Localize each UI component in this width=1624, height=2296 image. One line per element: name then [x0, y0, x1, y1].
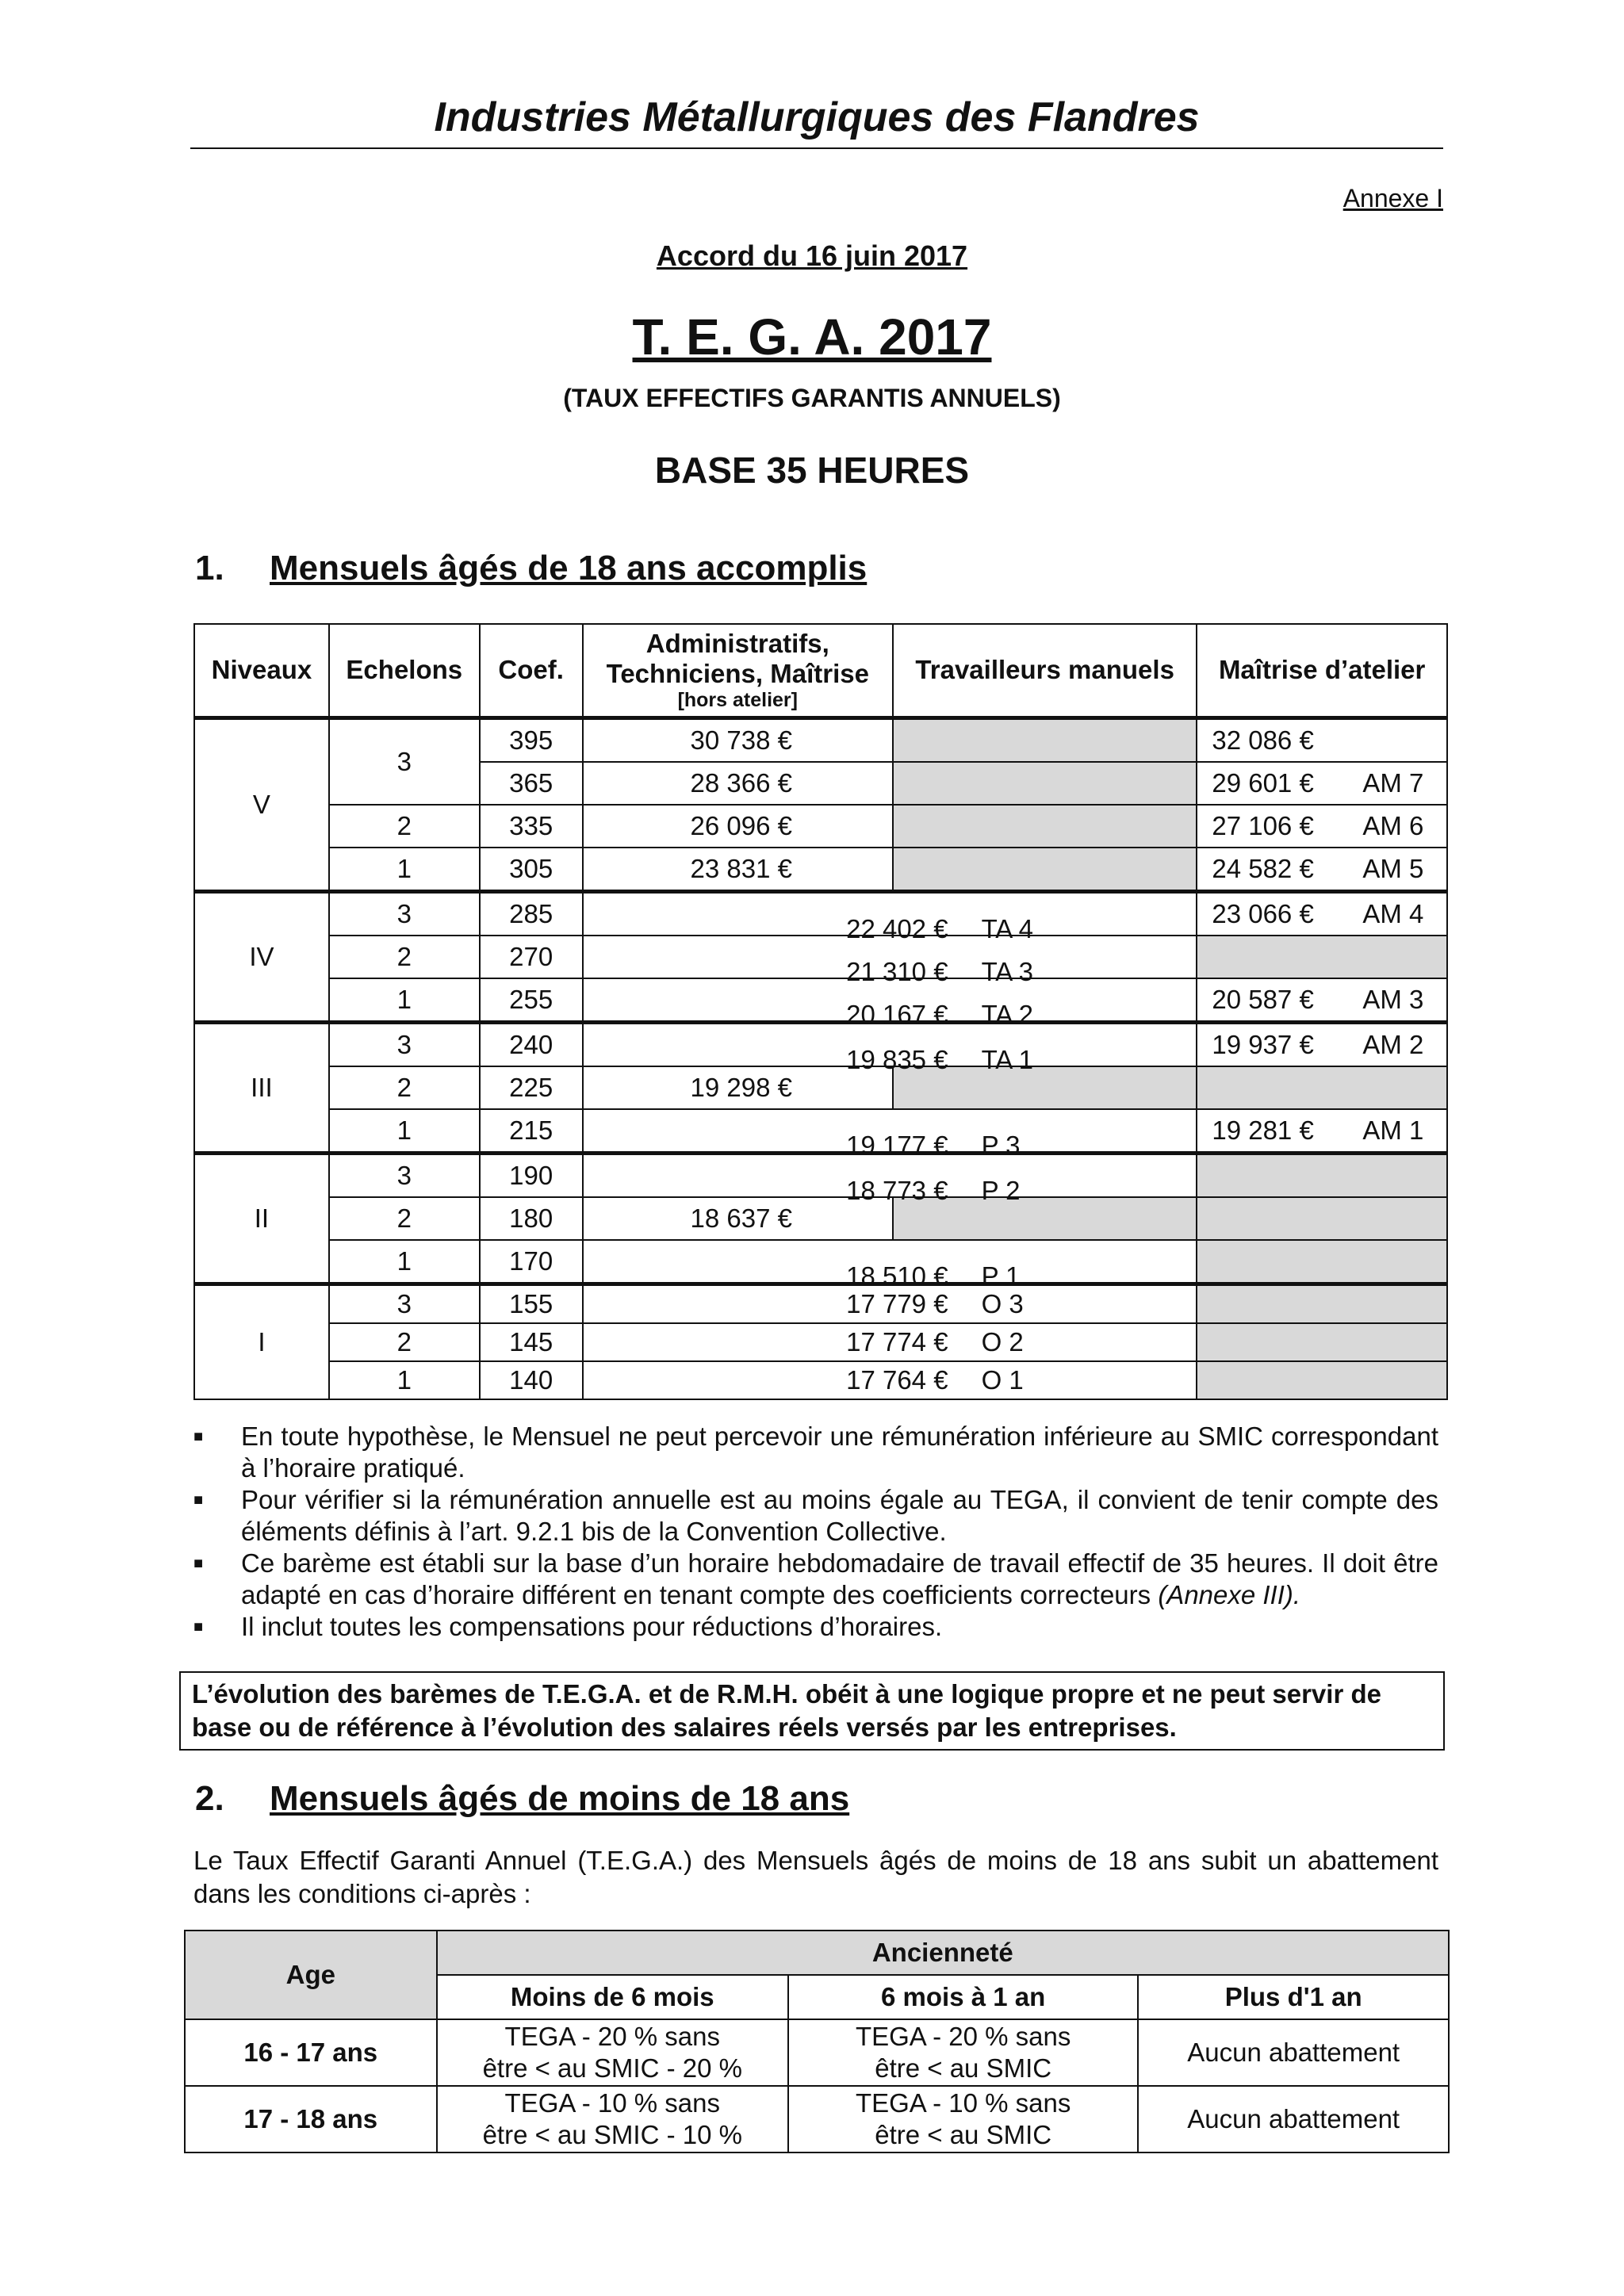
maitrise-code: AM 7: [1362, 767, 1424, 798]
echelon-cell: 3: [329, 891, 480, 936]
shared-code: TA 1: [981, 1044, 1033, 1074]
admin-value: 19 298 €: [583, 1066, 893, 1109]
empty-shaded-cell: [893, 762, 1197, 805]
table-row: [194, 1153, 1447, 1197]
coef-cell: 215: [480, 1109, 583, 1154]
maitrise-value: 19 937 €: [1212, 1029, 1314, 1059]
shared-value: 17 774 €: [846, 1326, 948, 1357]
table-row: [194, 1240, 1447, 1284]
maitrise-cell: [1197, 762, 1447, 805]
shared-value: 20 167 €: [846, 999, 948, 1029]
age-cell: 17 - 18 ans: [185, 2086, 437, 2152]
maitrise-code: AM 3: [1362, 984, 1424, 1014]
table-row: [194, 891, 1447, 936]
shared-code: P 3: [981, 1130, 1021, 1160]
table-row: [194, 1361, 1447, 1399]
table-header-row: [194, 624, 1447, 718]
maitrise-cell: [1197, 891, 1447, 936]
col-niveaux: Niveaux: [194, 624, 329, 718]
maitrise-code: AM 4: [1362, 898, 1424, 928]
maitrise-value: 24 582 €: [1212, 853, 1314, 883]
section1-title: Mensuels âgés de 18 ans accomplis: [270, 549, 868, 587]
maitrise-value: 20 587 €: [1212, 984, 1314, 1014]
echelon-cell: 1: [329, 1109, 480, 1154]
shared-value: 18 773 €: [846, 1175, 948, 1205]
cell-line: être < au SMIC - 20 %: [482, 2053, 742, 2083]
coef-cell: 170: [480, 1240, 583, 1284]
maitrise-cell: [1197, 1022, 1447, 1066]
maitrise-cell: [1197, 718, 1447, 762]
shared-code: O 2: [981, 1326, 1024, 1357]
abattement-table: [184, 1930, 1450, 2153]
shared-code: P 1: [981, 1261, 1021, 1291]
header-rule: [190, 147, 1443, 149]
shared-value: 17 764 €: [846, 1364, 948, 1395]
echelon-cell: 2: [329, 1066, 480, 1109]
cell-line: TEGA - 20 % sans: [855, 2022, 1071, 2051]
echelon-cell: 3: [329, 718, 480, 805]
cell-line: être < au SMIC: [875, 2053, 1052, 2083]
coef-cell: 285: [480, 891, 583, 936]
shared-code: TA 2: [981, 999, 1033, 1029]
coef-cell: 140: [480, 1361, 583, 1399]
table-cell: [788, 2086, 1138, 2152]
col-6-mois-1-an: 6 mois à 1 an: [788, 1975, 1138, 2019]
section1-heading: [195, 549, 867, 588]
empty-shaded-cell: [1197, 1240, 1447, 1284]
maitrise-cell: [1197, 1109, 1447, 1154]
shared-value-cell: [583, 1284, 1197, 1323]
maitrise-cell: [1197, 848, 1447, 892]
maitrise-code: AM 1: [1362, 1115, 1424, 1145]
coef-cell: 190: [480, 1153, 583, 1197]
list-item: [193, 1611, 1438, 1643]
maitrise-value: 32 086 €: [1212, 725, 1314, 755]
table-row: [194, 1323, 1447, 1361]
echelon-cell: 3: [329, 1022, 480, 1066]
shared-value-cell: [583, 1109, 1197, 1160]
empty-shaded-cell: [1197, 1153, 1447, 1197]
col-maitrise-atelier: Maîtrise d’atelier: [1197, 624, 1447, 718]
col-age: Age: [185, 1931, 437, 2019]
maitrise-cell: [1197, 978, 1447, 1023]
col-anciennete: Ancienneté: [437, 1931, 1449, 1975]
coef-cell: 305: [480, 848, 583, 892]
bullet-icon: ■: [193, 1555, 204, 1572]
notes-list: [193, 1421, 1438, 1643]
table-header-row: [185, 1931, 1449, 1975]
bullet-icon: ■: [193, 1491, 204, 1509]
level-cell: III: [194, 1022, 329, 1153]
echelon-cell: 1: [329, 848, 480, 892]
note-text: Ce barème est établi sur la base d’un horaire hebdomadaire de travail effectif de 35 heures. Il doit être adapté en cas d’horaire différent en tenant compte des coefficients correcteurs: [241, 1548, 1438, 1609]
note-text: En toute hypothèse, le Mensuel ne peut percevoir une rémunération inférieure au SMIC correspondant à l’horaire pratiqué.: [241, 1422, 1438, 1483]
table-row: [194, 978, 1447, 1023]
level-cell: I: [194, 1284, 329, 1399]
maitrise-code: AM 2: [1362, 1029, 1424, 1059]
col-echelons: Echelons: [329, 624, 480, 718]
maitrise-cell: [1197, 805, 1447, 848]
base-hours: BASE 35 HEURES: [654, 450, 970, 491]
section2-heading: [195, 1779, 849, 1819]
maitrise-value: 29 601 €: [1212, 767, 1314, 798]
shared-value-cell: [583, 1022, 1197, 1074]
echelon-cell: 3: [329, 1284, 480, 1323]
shared-value: 19 835 €: [846, 1044, 948, 1074]
shared-value-cell: [583, 936, 1197, 986]
empty-shaded-cell: [893, 805, 1197, 848]
empty-shaded-cell: [1197, 1323, 1447, 1361]
coef-cell: 365: [480, 762, 583, 805]
admin-value: 30 738 €: [583, 718, 893, 762]
shared-value: 21 310 €: [846, 956, 948, 986]
coef-cell: 240: [480, 1022, 583, 1066]
echelon-cell: 1: [329, 978, 480, 1023]
table-cell: [437, 2019, 788, 2086]
bullet-icon: ■: [193, 1618, 204, 1636]
col-admin-line2: Techniciens, Maîtrise: [606, 658, 869, 688]
empty-shaded-cell: [893, 718, 1197, 762]
shared-code: O 3: [981, 1288, 1024, 1318]
coef-cell: 335: [480, 805, 583, 848]
shared-value: 22 402 €: [846, 913, 948, 943]
maitrise-value: 27 106 €: [1212, 810, 1314, 840]
table-cell: Aucun abattement: [1138, 2019, 1449, 2086]
shared-value: 18 510 €: [846, 1261, 948, 1291]
cell-line: être < au SMIC: [875, 2120, 1052, 2149]
accord-date: Accord du 16 juin 2017: [656, 239, 968, 272]
shared-value-cell: [583, 978, 1197, 1029]
col-admin-note: [hors atelier]: [677, 688, 798, 711]
table-cell: [437, 2086, 788, 2152]
shared-value-cell: [583, 1323, 1197, 1361]
bullet-icon: ■: [193, 1428, 204, 1445]
age-cell: 16 - 17 ans: [185, 2019, 437, 2086]
admin-value: 18 637 €: [583, 1197, 893, 1240]
col-coef: Coef.: [480, 624, 583, 718]
cell-line: TEGA - 20 % sans: [504, 2022, 720, 2051]
echelon-cell: 2: [329, 805, 480, 848]
page-subtitle: (TAUX EFFECTIFS GARANTIS ANNUELS): [563, 384, 1061, 412]
shared-code: P 2: [981, 1175, 1021, 1205]
note-text: Il inclut toutes les compensations pour réductions d’horaires.: [241, 1612, 943, 1641]
table-cell: Aucun abattement: [1138, 2086, 1449, 2152]
echelon-cell: 2: [329, 936, 480, 978]
echelon-cell: 2: [329, 1323, 480, 1361]
table-row: [194, 805, 1447, 848]
shared-code: TA 4: [981, 913, 1033, 943]
empty-shaded-cell: [1197, 1066, 1447, 1109]
annexe-label: Annexe I: [1342, 184, 1443, 212]
empty-shaded-cell: [1197, 1361, 1447, 1399]
shared-value-cell: [583, 1240, 1197, 1291]
empty-shaded-cell: [1197, 936, 1447, 978]
col-plus-1-an: Plus d'1 an: [1138, 1975, 1449, 2019]
cell-line: TEGA - 10 % sans: [855, 2088, 1071, 2118]
table-row: [194, 718, 1447, 762]
empty-shaded-cell: [1197, 1284, 1447, 1323]
shared-value-cell: [583, 1153, 1197, 1205]
empty-shaded-cell: [893, 848, 1197, 892]
table-row: [185, 2019, 1449, 2086]
list-item: [193, 1548, 1438, 1611]
coef-cell: 255: [480, 978, 583, 1023]
shared-value: 19 177 €: [846, 1130, 948, 1160]
list-item: [193, 1421, 1438, 1484]
coef-cell: 155: [480, 1284, 583, 1323]
coef-cell: 180: [480, 1197, 583, 1240]
col-travailleurs-manuels: Travailleurs manuels: [893, 624, 1197, 718]
note-text: Pour vérifier si la rémunération annuelle est au moins égale au TEGA, il convient de tenir compte des éléments définis à l’art. 9.2.1 bis de la Convention Collective.: [241, 1485, 1438, 1546]
coef-cell: 270: [480, 936, 583, 978]
cell-line: être < au SMIC - 10 %: [482, 2120, 742, 2149]
table-row: [194, 936, 1447, 978]
coef-cell: 145: [480, 1323, 583, 1361]
coef-cell: 395: [480, 718, 583, 762]
maitrise-code: AM 5: [1362, 853, 1424, 883]
echelon-cell: 1: [329, 1240, 480, 1284]
table-row: [194, 1022, 1447, 1066]
document-header-title: Industries Métallurgiques des Flandres: [434, 94, 1200, 140]
section2-number: 2.: [195, 1779, 224, 1818]
shared-code: TA 3: [981, 956, 1033, 986]
level-cell: V: [194, 718, 329, 891]
coef-cell: 225: [480, 1066, 583, 1109]
col-administratifs: [583, 624, 893, 718]
section2-intro: Le Taux Effectif Garanti Annuel (T.E.G.A.) des Mensuels âgés de moins de 18 ans subit un abattement dans les conditions ci-après :: [193, 1846, 1438, 1908]
shared-value-cell: [583, 1361, 1197, 1399]
list-item: [193, 1484, 1438, 1548]
table-row: [194, 848, 1447, 892]
shared-value-cell: [583, 891, 1197, 943]
admin-value: 26 096 €: [583, 805, 893, 848]
section1-number: 1.: [195, 549, 224, 587]
table-row: [194, 1109, 1447, 1154]
echelon-cell: 1: [329, 1361, 480, 1399]
tega-table: [193, 623, 1448, 1400]
admin-value: 23 831 €: [583, 848, 893, 892]
section2-title: Mensuels âgés de moins de 18 ans: [270, 1779, 850, 1818]
empty-shaded-cell: [1197, 1197, 1447, 1240]
table-cell: [788, 2019, 1138, 2086]
page-title: T. E. G. A. 2017: [632, 308, 992, 365]
col-moins-6-mois: Moins de 6 mois: [437, 1975, 788, 2019]
cell-line: TEGA - 10 % sans: [504, 2088, 720, 2118]
note-reference: (Annexe III).: [1158, 1580, 1301, 1609]
maitrise-code: AM 6: [1362, 810, 1424, 840]
table-row: [185, 2086, 1449, 2152]
warning-box: L’évolution des barèmes de T.E.G.A. et de R.M.H. obéit à une logique propre et ne peut servir de base ou de référence à l’évolution des salaires réels versés par les entreprises.: [179, 1671, 1445, 1751]
shared-code: O 1: [981, 1364, 1024, 1395]
table-row: [194, 1284, 1447, 1323]
level-cell: IV: [194, 891, 329, 1022]
shared-value: 17 779 €: [846, 1288, 948, 1318]
echelon-cell: 2: [329, 1197, 480, 1240]
echelon-cell: 3: [329, 1153, 480, 1197]
col-admin-line1: Administratifs,: [645, 628, 829, 658]
maitrise-value: 19 281 €: [1212, 1115, 1314, 1145]
maitrise-value: 23 066 €: [1212, 898, 1314, 928]
level-cell: II: [194, 1153, 329, 1284]
admin-value: 28 366 €: [583, 762, 893, 805]
